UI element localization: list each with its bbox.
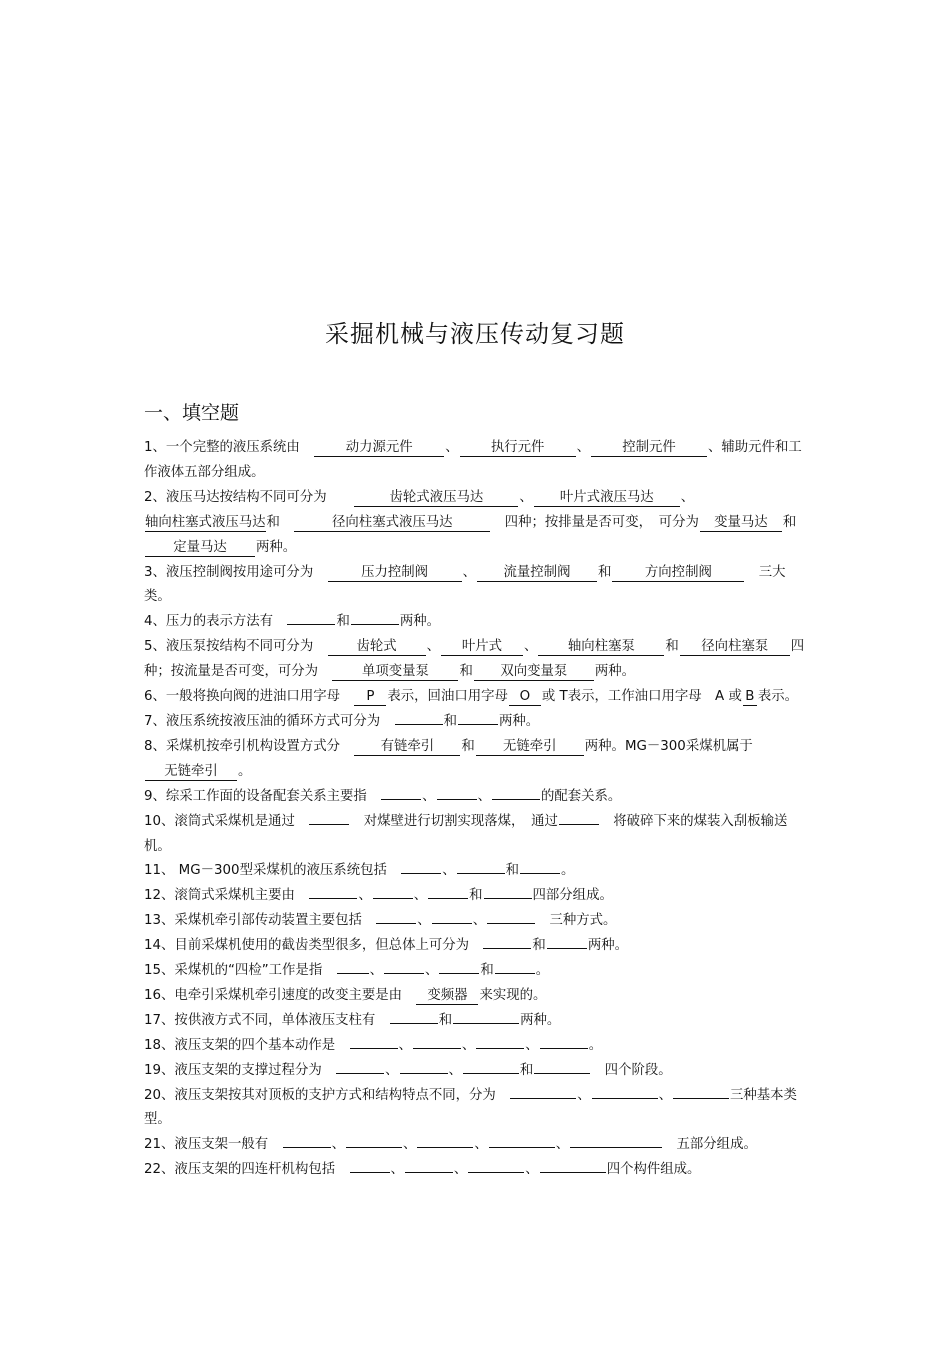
answer-blank: 执行元件 (460, 440, 576, 457)
question-item (144, 610, 808, 635)
question-text: 7、液压系统按液压油的循环方式可分为 (144, 713, 394, 729)
question-text: 、 (331, 1137, 345, 1153)
empty-blank (476, 1036, 524, 1049)
question-item (144, 810, 808, 860)
question-text: 和 (480, 963, 494, 979)
question-text: 两种。 (256, 539, 297, 555)
question-text: 6、一般将换向阀的进油口用字母 (144, 689, 354, 705)
answer-blank: 变频器 (416, 988, 478, 1005)
question-item (144, 685, 808, 710)
question-text: 和 (532, 938, 546, 954)
question-text: 将破碎下来的煤装入刮板输送机。 (144, 813, 788, 854)
empty-blank (463, 1061, 519, 1074)
empty-blank (400, 1061, 448, 1074)
answer-blank: 定量马达 (145, 540, 255, 557)
question-item (144, 859, 808, 884)
question-item (144, 1009, 808, 1034)
question-text: 来实现的。 (479, 987, 547, 1003)
empty-blank (350, 1036, 398, 1049)
question-text: 1、一个完整的液压系统由 (144, 440, 314, 455)
question-text: 和 (782, 514, 797, 530)
question-text: 8、采煤机按牵引机构设置方式分 (144, 738, 354, 754)
question-item (144, 884, 808, 909)
question-text: 、 (445, 440, 459, 455)
answer-blank: 径向柱塞泵 (680, 639, 790, 656)
answer-blank: P (354, 689, 386, 706)
answer-blank: 控制元件 (591, 440, 707, 457)
empty-blank (592, 1086, 658, 1099)
answer-blank: 方向控制阀 (612, 565, 744, 582)
section-heading: 一、填空题 (144, 402, 240, 424)
question-list (144, 436, 808, 1183)
question-text: 15、采煤机的“四检”工作是指 (144, 963, 336, 979)
empty-blank (540, 1160, 606, 1173)
empty-blank (390, 1011, 438, 1024)
question-item (144, 1059, 808, 1084)
empty-blank (376, 911, 416, 924)
answer-blank: 齿轮式液压马达 (354, 490, 518, 507)
question-text: 、 (390, 1162, 404, 1178)
question-text: 。 (561, 863, 575, 879)
question-item (144, 1034, 808, 1059)
question-text: 。 (535, 963, 550, 979)
question-text: 、 (413, 888, 428, 904)
question-text: 或 T表示，工作油口用字母 A 或 (541, 689, 742, 705)
question-text: 三种方式。 (536, 913, 617, 929)
question-text: 三种基本类型。 (144, 1087, 797, 1128)
question-item (144, 1133, 808, 1158)
question-text: 两种。 (520, 1012, 561, 1028)
question-text: 、 (658, 1087, 672, 1103)
question-text: 和 (519, 1062, 534, 1078)
question-text: 和 (461, 738, 475, 754)
empty-blank (283, 1135, 331, 1148)
question-text: 、 (461, 1037, 476, 1053)
question-text: 、 (398, 1037, 412, 1053)
question-text: 22、液压支架的四连杆机构包括 (144, 1162, 349, 1178)
question-text: 。 (238, 763, 252, 779)
empty-blank (570, 1135, 662, 1148)
question-text: 4、压力的表示方法有 (144, 614, 287, 630)
question-text: 、 (402, 1137, 417, 1153)
question-text: 四部分组成。 (532, 888, 613, 904)
empty-blank (453, 1011, 519, 1024)
empty-blank (350, 1160, 390, 1173)
question-text: 和 (266, 514, 294, 530)
question-text: 、 (385, 1062, 399, 1078)
answer-blank: 轴向柱塞泵 (538, 639, 664, 656)
empty-blank (673, 1086, 729, 1099)
question-text: 四种；按流量是否可变，可分为 (144, 639, 805, 680)
empty-blank (492, 787, 540, 800)
question-text: 14、目前采煤机使用的截齿类型很多，但总体上可分为 (144, 938, 483, 954)
empty-blank (336, 1061, 384, 1074)
empty-blank (405, 1160, 453, 1173)
question-text: 四个构件组成。 (606, 1162, 701, 1178)
question-text: 、 (472, 913, 487, 929)
question-text: 、 (555, 1137, 570, 1153)
question-text: 16、电牵引采煤机牵引速度的改变主要是由 (144, 987, 416, 1003)
question-text: 5、液压泵按结构不同可分为 (144, 639, 327, 655)
empty-blank (432, 911, 472, 924)
empty-blank (489, 1135, 555, 1148)
question-text: 、 (577, 1087, 591, 1103)
question-text: 9、综采工作面的设备配套关系主要指 (144, 788, 381, 804)
question-text: 21、液压支架一般有 (144, 1137, 282, 1153)
question-item (144, 486, 808, 561)
question-text: 13、采煤机牵引部传动装置主要包括 (144, 913, 376, 929)
empty-blank (439, 961, 479, 974)
question-text: 、 (519, 489, 533, 505)
question-text: 、 (477, 788, 491, 804)
question-text: 四个阶段。 (591, 1062, 672, 1078)
question-item (144, 635, 808, 685)
empty-blank (458, 712, 498, 725)
question-text: 两种。 (587, 938, 628, 954)
question-text: 和 (505, 863, 520, 879)
question-item (144, 785, 808, 810)
question-item (144, 735, 808, 785)
answer-blank: 叶片式 (441, 639, 523, 656)
empty-blank (351, 612, 399, 625)
question-text: 、 (442, 863, 456, 879)
question-text: 和 (438, 1012, 453, 1028)
question-item (144, 1158, 808, 1183)
question-text: 、 (474, 1137, 488, 1153)
question-text: 、 (425, 963, 439, 979)
empty-blank (395, 712, 443, 725)
empty-blank (413, 1036, 461, 1049)
empty-blank (559, 812, 599, 825)
empty-blank (534, 1061, 590, 1074)
question-text: 20、液压支架按其对顶板的支护方式和结构特点不同，分为 (144, 1087, 510, 1103)
question-text: 10、滚筒式采煤机是通过 (144, 813, 309, 829)
question-text: 17、按供液方式不同，单体液压支柱有 (144, 1012, 389, 1028)
answer-blank: 有链牵引 (354, 739, 460, 756)
answer-blank: 无链牵引 (476, 739, 584, 756)
question-item (144, 710, 808, 735)
empty-blank (484, 886, 532, 899)
question-text: 两种。 (594, 664, 636, 680)
question-item (144, 436, 808, 486)
question-item (144, 909, 808, 934)
question-text: 、 (525, 1162, 539, 1178)
question-text: 五部分组成。 (663, 1137, 757, 1153)
question-text: 、 (462, 564, 476, 580)
answer-blank: 单项变量泵 (332, 664, 458, 681)
answer-blank: 轴向柱塞式液压马达 (145, 514, 266, 530)
answer-blank: 流量控制阀 (477, 565, 597, 582)
question-text: 2、液压马达按结构不同可分为 (144, 489, 354, 505)
question-text: 、 (417, 913, 431, 929)
empty-blank (287, 612, 335, 625)
answer-blank: 压力控制阀 (328, 565, 462, 582)
empty-blank (428, 886, 468, 899)
empty-blank (309, 886, 357, 899)
question-text: 表示。 (757, 689, 799, 705)
question-text: 两种。 (399, 614, 440, 630)
question-text: 、辅助元件和工作液体五部分组成。 (144, 440, 802, 480)
question-text: 的配套关系。 (540, 788, 622, 804)
empty-blank (495, 961, 535, 974)
question-item (144, 561, 808, 611)
empty-blank (384, 961, 424, 974)
question-text: 四种；按排量是否可变， 可分为 (491, 514, 699, 530)
question-text: 和 (469, 888, 483, 904)
question-text: 对煤壁进行切割实现落煤， 通过 (350, 813, 558, 829)
question-text: 11、 MG－300型采煤机的液压系统包括 (144, 863, 401, 879)
question-text: 和 (336, 614, 350, 630)
empty-blank (468, 1160, 524, 1173)
question-text: 12、滚筒式采煤机主要由 (144, 888, 309, 904)
answer-blank: O (509, 689, 541, 706)
empty-blank (309, 812, 349, 825)
question-text: 表示，回油口用字母 (387, 689, 508, 705)
answer-blank: B (743, 689, 757, 706)
empty-blank (487, 911, 535, 924)
empty-blank (540, 1036, 588, 1049)
question-text: 、 (453, 1162, 468, 1178)
question-text: 、 (369, 963, 383, 979)
answer-blank: 变量马达 (700, 515, 782, 532)
question-text: 、 (422, 788, 436, 804)
answer-blank: 无链牵引 (145, 764, 237, 781)
empty-blank (373, 886, 413, 899)
question-text: 和 (459, 664, 473, 680)
question-text: 、 (524, 639, 538, 655)
answer-blank: 径向柱塞式液压马达 (294, 515, 490, 532)
question-text: 和 (598, 564, 612, 580)
question-text: 。 (588, 1037, 603, 1053)
empty-blank (510, 1086, 576, 1099)
question-text: 、 (576, 440, 590, 455)
empty-blank (520, 861, 560, 874)
answer-blank: 叶片式液压马达 (534, 490, 680, 507)
empty-blank (337, 961, 369, 974)
question-text: 、 (358, 888, 372, 904)
answer-blank: 齿轮式 (328, 639, 426, 656)
empty-blank (483, 936, 531, 949)
answer-blank: 双向变量泵 (474, 664, 594, 681)
question-item (144, 984, 808, 1009)
answer-blank: 动力源元件 (314, 440, 444, 457)
empty-blank (547, 936, 587, 949)
question-text: 和 (443, 713, 457, 729)
question-text: 、 (680, 489, 695, 505)
question-text: 、 (525, 1037, 539, 1053)
question-text: 两种。 (498, 713, 540, 729)
question-text: 19、液压支架的支撑过程分为 (144, 1062, 336, 1078)
empty-blank (437, 787, 477, 800)
question-text: 、 (448, 1062, 462, 1078)
question-text: 3、液压控制阀按用途可分为 (144, 564, 327, 580)
question-text: 三大类。 (144, 564, 786, 605)
question-item (144, 1084, 808, 1134)
empty-blank (381, 787, 421, 800)
question-text: 和 (665, 639, 679, 655)
question-item (144, 934, 808, 959)
question-item (144, 959, 808, 984)
question-text: 两种。MG－300采煤机属于 (584, 738, 753, 754)
empty-blank (401, 861, 441, 874)
question-text: 、 (426, 639, 440, 655)
empty-blank (346, 1135, 402, 1148)
empty-blank (417, 1135, 473, 1148)
question-text: 18、液压支架的四个基本动作是 (144, 1037, 349, 1053)
empty-blank (457, 861, 505, 874)
document-title: 采掘机械与液压传动复习题 (325, 320, 625, 348)
